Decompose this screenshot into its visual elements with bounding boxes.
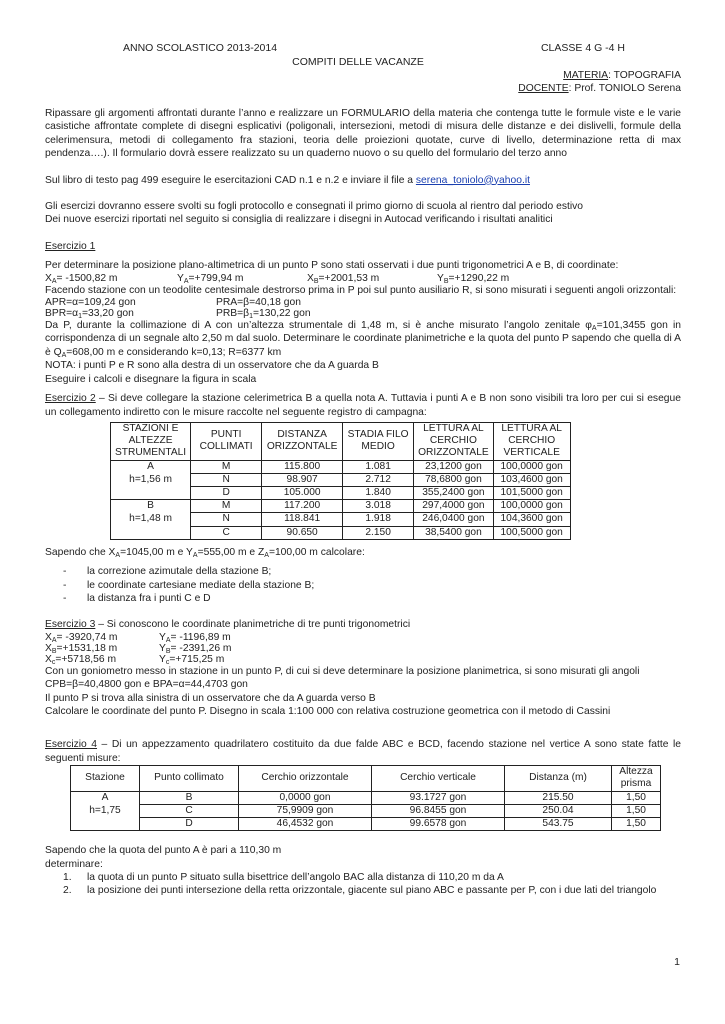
subject-line: MATERIA: TOPOGRAFIA <box>563 70 681 81</box>
ex3-line-2: CPB=β=40,4800 gon e BPA=α=44,4703 gon <box>45 679 248 691</box>
ex4-line-2: determinare: <box>45 858 103 870</box>
autocad-note: Dei nuove esercizi riportati nel seguito si consiglia di realizzare i disegni in Autocad verificando i risultati analitici <box>45 214 553 226</box>
ex3-coord-row: $X_c=+5718,56$ m $Y_c=+715,25$ m <box>45 653 225 666</box>
document-page <box>45 42 681 898</box>
ex4-measurements-table <box>70 765 661 831</box>
table-row: h=1,75 C 75,9909 gon 96.8455 gon 250.04 1,50 <box>71 804 661 817</box>
list-item: 2. la posizione dei punti intersezione della retta orizzontale, giacente sul piano ABC e passante per P, con i due lati del triangolo <box>63 885 657 897</box>
table-row: D 105.000 1.840 355,2400 gon 101,5000 gon <box>111 486 571 499</box>
table-row: B M 117.200 3.018 297,4000 gon 100,0000 gon <box>111 500 571 513</box>
table-row: A M 115.800 1.081 23,1200 gon 100,0000 gon <box>111 460 571 473</box>
ex3-line-4: Calcolare le coordinate del punto P. Disegno in scala 1:100 000 con relativa costruzione geometrica con il metodo di Cassini <box>45 705 611 717</box>
list-item: 1. la quota di un punto P situato sulla bisettrice dell’angolo BAC alla distanza di 110,20 m da A <box>63 872 504 884</box>
ex3-intro: Esercizio 3 – Si conoscono le coordinate planimetriche di tre punti trigonometrici <box>45 619 411 631</box>
table-row: h=1,56 m N 98.907 2.712 78,6800 gon 103,4600 gon <box>111 473 571 486</box>
page-number: 1 <box>674 956 680 968</box>
ex2-given-values: Sapendo che $X_A=1045,00$ m e $Y_A=555,00$ m e $Z_A=100,00$ m calcolare: <box>45 546 365 559</box>
exercise-4-title: Esercizio 4 <box>45 739 98 751</box>
ex3-coord-row: $X_A= -3920,74$ m $Y_A= -1196,89$ m <box>45 631 231 644</box>
delivery-note: Gli esercizi dovranno essere svolti su fogli protocollo e consegnati il primo giorno di scuola al rientro dal periodo estivo <box>45 201 584 213</box>
list-item: - le coordinate cartesiane mediate della stazione B; <box>45 579 681 592</box>
table-header-row: Stazione Punto collimato Cerchio orizzontale Cerchio verticale Distanza (m) Altezza prisma <box>71 766 661 791</box>
ex1-coordinates: $X_A= -1500,82$ m $Y_A=+799,94$ m $X_B=+2001,53$ m $Y_B=+1290,22$ m <box>45 272 510 285</box>
ex1-instruction: Eseguire i calcoli e disegnare la figura in scala <box>45 373 257 385</box>
list-item: - la distanza fra i punti C e D <box>45 592 681 605</box>
ex3-line-1: Con un goniometro messo in stazione in un punto P, di cui si deve determinare la posizione planimetrica, si sono misurati gli angoli <box>45 665 640 677</box>
cad-instructions: Sul libro di testo pag 499 eseguire le esercitazioni CAD n.1 e n.2 e inviare il file a serena_toniolo@yahoo.it <box>45 174 530 186</box>
table-row: h=1,48 m N 118.841 1.918 246,0400 gon 104,3600 gon <box>111 513 571 526</box>
email-link[interactable]: serena_toniolo@yahoo.it <box>415 174 530 186</box>
class-label: CLASSE 4 G -4 H <box>540 42 625 54</box>
ex1-angles-2: $BPR=\alpha_1=33,20$ gon $PRB=\beta_1=130,22$ gon <box>45 308 311 321</box>
document-title: COMPITI DELLE VACANZE <box>292 56 424 68</box>
ex2-field-register-table <box>110 422 571 540</box>
exercise-3-title: Esercizio 3 <box>45 619 96 631</box>
ex3-coord-row: $X_B=+1531,18$ m $Y_B= -2391,26$ m <box>45 642 232 655</box>
table-row: C 90.650 2.150 38,5400 gon 100,5000 gon <box>111 526 571 539</box>
ex3-line-3: Il punto P si trova alla sinistra di un osservatore che da A guarda verso B <box>45 692 376 704</box>
ex1-line-1: Per determinare la posizione plano-altimetrica di un punto P sono stati osservati i due punti trigonometrici A e B, di coordinate: <box>45 260 619 272</box>
ex1-angles-1: APR=α=109,24 gon PRA=β=40,18 gon <box>45 297 301 309</box>
school-year: ANNO SCOLASTICO 2013-2014 <box>123 42 278 54</box>
ex2-intro: Esercizio 2 – Si deve collegare la stazione celerimetrica B a quella nota A. Tuttavia i punti A e B non sono visibili tra loro per cui si esegue un collegamento indiretto con le misure raccolte nel seguente registro di campagna: <box>45 393 681 418</box>
table-header-row: STAZIONI E ALTEZZE STRUMENTALI PUNTI COLLIMATI DISTANZA ORIZZONTALE STADIA FILO MEDIO LETTURA AL CERCHIO ORIZZONTALE LETTURA AL CERCHIO VERTICALE <box>111 422 571 460</box>
header-row <box>45 42 681 56</box>
ex2-task-list <box>45 565 681 605</box>
ex1-note: NOTA: i punti P e R sono alla destra di un osservatore che da A guarda B <box>45 360 379 372</box>
exercise-1-title: Esercizio 1 <box>45 240 96 252</box>
table-row: D 46,4532 gon 99.6578 gon 543.75 1,50 <box>71 818 661 831</box>
list-item: - la correzione azimutale della stazione B; <box>45 565 681 578</box>
ex1-line-3: Da P, durante la collimazione di A con un’altezza strumentale di 1,48 m, si è anche misurato l’angolo zenitale $\varphi_A=101,3455$ gon in corrispondenza di un segnale alto 2,50 m dal suolo. Determinare le coordinate planimetriche e la quota del punto P sapendo che quella di A è $Q_A=608,00$ m e considerando k=0,13; R=6377 km <box>45 320 681 359</box>
ex1-line-2: Facendo stazione con un teodolite centesimale destrorso prima in P poi sul punto ausiliario R, si sono misurati i seguenti angoli orizzontali: <box>45 284 677 296</box>
ex4-task-list <box>45 871 681 898</box>
exercise-2-title: Esercizio 2 <box>45 393 96 405</box>
teacher-line: DOCENTE: Prof. TONIOLO Serena <box>518 83 681 94</box>
intro-paragraph: Ripassare gli argomenti affrontati durante l’anno e realizzare un FORMULARIO della materia che contenga tutte le formule viste e le varie casistiche affrontate complete di disegni esplicativi (poligonali, intersezioni, metodi di misura delle distanze e dei dislivelli, formule della celerimensura, metodi di collegamento fra stazioni, teoria delle proiezioni quotate, curve di livello, determinazione retta di max pendenza….). Il formulario dovrà essere realizzato su un quaderno nuovo o su quello del formulario del terzo anno <box>45 108 681 160</box>
table-row: A B 0,0000 gon 93.1727 gon 215.50 1,50 <box>71 791 661 804</box>
ex4-intro: Esercizio 4 – Di un appezzamento quadrilatero costituito da due falde ABC e BCD, facendo stazione nel vertice A sono state fatte le seguenti misure: <box>45 739 681 764</box>
ex4-line-1: Sapendo che la quota del punto A è pari a 110,30 m <box>45 845 282 857</box>
